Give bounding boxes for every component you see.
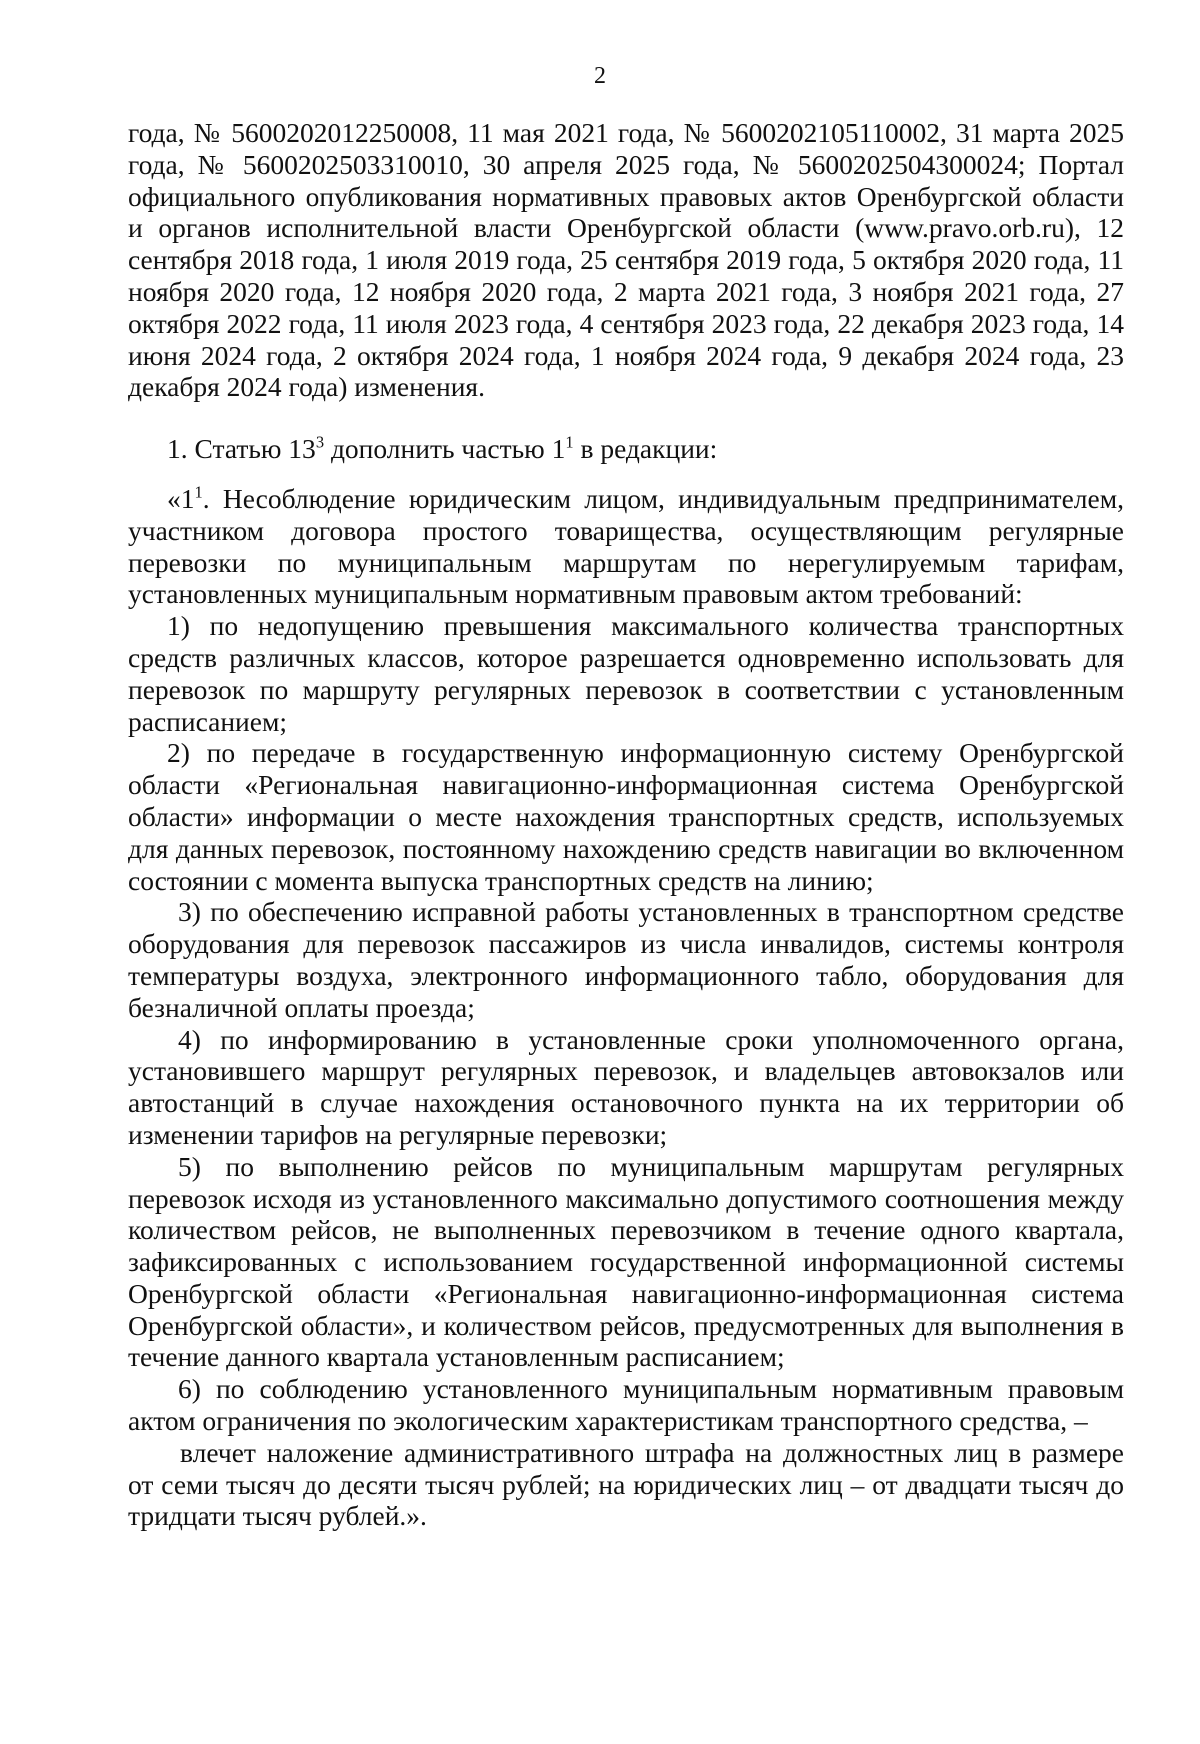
item1-text-c: в редакции: [573,433,718,465]
requirement-item-6: 6) по соблюдению установленного муниципальным нормативным правовым актом ограничения по экологическим характеристикам транспортного средства, – [128,1373,1124,1437]
requirement-item-1: 1) по недопущению превышения максимального количества транспортных средств различных классов, которое разрешается одновременно использовать для перевозок по маршруту регулярных перевозок в соответствии с установленным расписанием; [128,610,1124,737]
requirement-item-5: 5) по выполнению рейсов по муниципальным маршрутам регулярных перевозок исходя из установленного максимально допустимого соотношения между количеством рейсов, не выполненных перевозчиком в течение одного квартала, зафиксированных с использованием государственной информационной системы Оренбургской области «Региональная навигационно-информационная система Оренбургской области», и количеством рейсов, предусмотренных для выполнения в течение данного квартала установленным расписанием; [128,1150,1124,1373]
intro-paragraph: года, № 5600202012250008, 11 мая 2021 года, № 5600202105110002, 31 марта 2025 года, № 5600202503310010, 30 апреля 2025 года, № 5600202504300024; Портал официального опубликования нормативных правовых актов Оренбургской области и органов исполнительной власти Оренбургской области (www.pravo.orb.ru), 12 сентября 2018 года, 1 июля 2019 года, 25 сентября 2019 года, 5 октября 2020 года, 11 ноября 2020 года, 12 ноября 2020 года, 2 марта 2021 года, 3 ноября 2021 года, 27 октября 2022 года, 11 июля 2023 года, 4 сентября 2023 года, 22 декабря 2023 года, 14 июня 2024 года, 2 октября 2024 года, 1 ноября 2024 года, 9 декабря 2024 года, 23 декабря 2024 года) изменения. [128,117,1124,403]
requirement-item-2: 2) по передаче в государственную информационную систему Оренбургской области «Региональная навигационно-информационная система Оренбургской области» информации о месте нахождения транспортных средств, используемых для данных перевозок, постоянному нахождению средств навигации во включенном состоянии с момента выпуска транспортных средств на линию; [128,737,1124,896]
part-open: «1 [167,482,195,514]
part-sup: 1 [194,482,203,502]
part-1-1-paragraph [128,483,1124,610]
item1-text-b: дополнить частью 1 [324,433,566,465]
document-body [128,117,1124,1532]
requirement-item-4: 4) по информированию в установленные сроки уполномоченного органа, установившего маршрут регулярных перевозок, и владельцев автовокзалов или автостанций в случае нахождения остановочного пункта на их территории об изменении тарифов на регулярные перевозки; [128,1023,1124,1150]
part-text: . Несоблюдение юридическим лицом, индивидуальным предпринимателем, участником договора простого товарищества, осуществляющим регулярные перевозки по муниципальным маршрутам по нерегулируемым тарифам, установленных муниципальным нормативным правовым актом требований: [128,482,1124,610]
item1-sup-a: 3 [315,432,325,452]
requirement-item-3: 3) по обеспечению исправной работы установленных в транспортном средстве оборудования для перевозок пассажиров из числа инвалидов, системы контроля температуры воздуха, электронного информационного табло, оборудования для безналичной оплаты проезда; [128,896,1124,1023]
item1-text-a: 1. Статью 13 [167,433,316,465]
item1-sup-b: 1 [565,432,574,452]
penalty-paragraph: влечет наложение административного штрафа на должностных лиц в размере от семи тысяч до десяти тысяч рублей; на юридических лиц – от двадцати тысяч до тридцати тысяч рублей.». [128,1436,1124,1532]
amendment-item-1 [128,433,1124,465]
page-number: 2 [594,63,606,89]
